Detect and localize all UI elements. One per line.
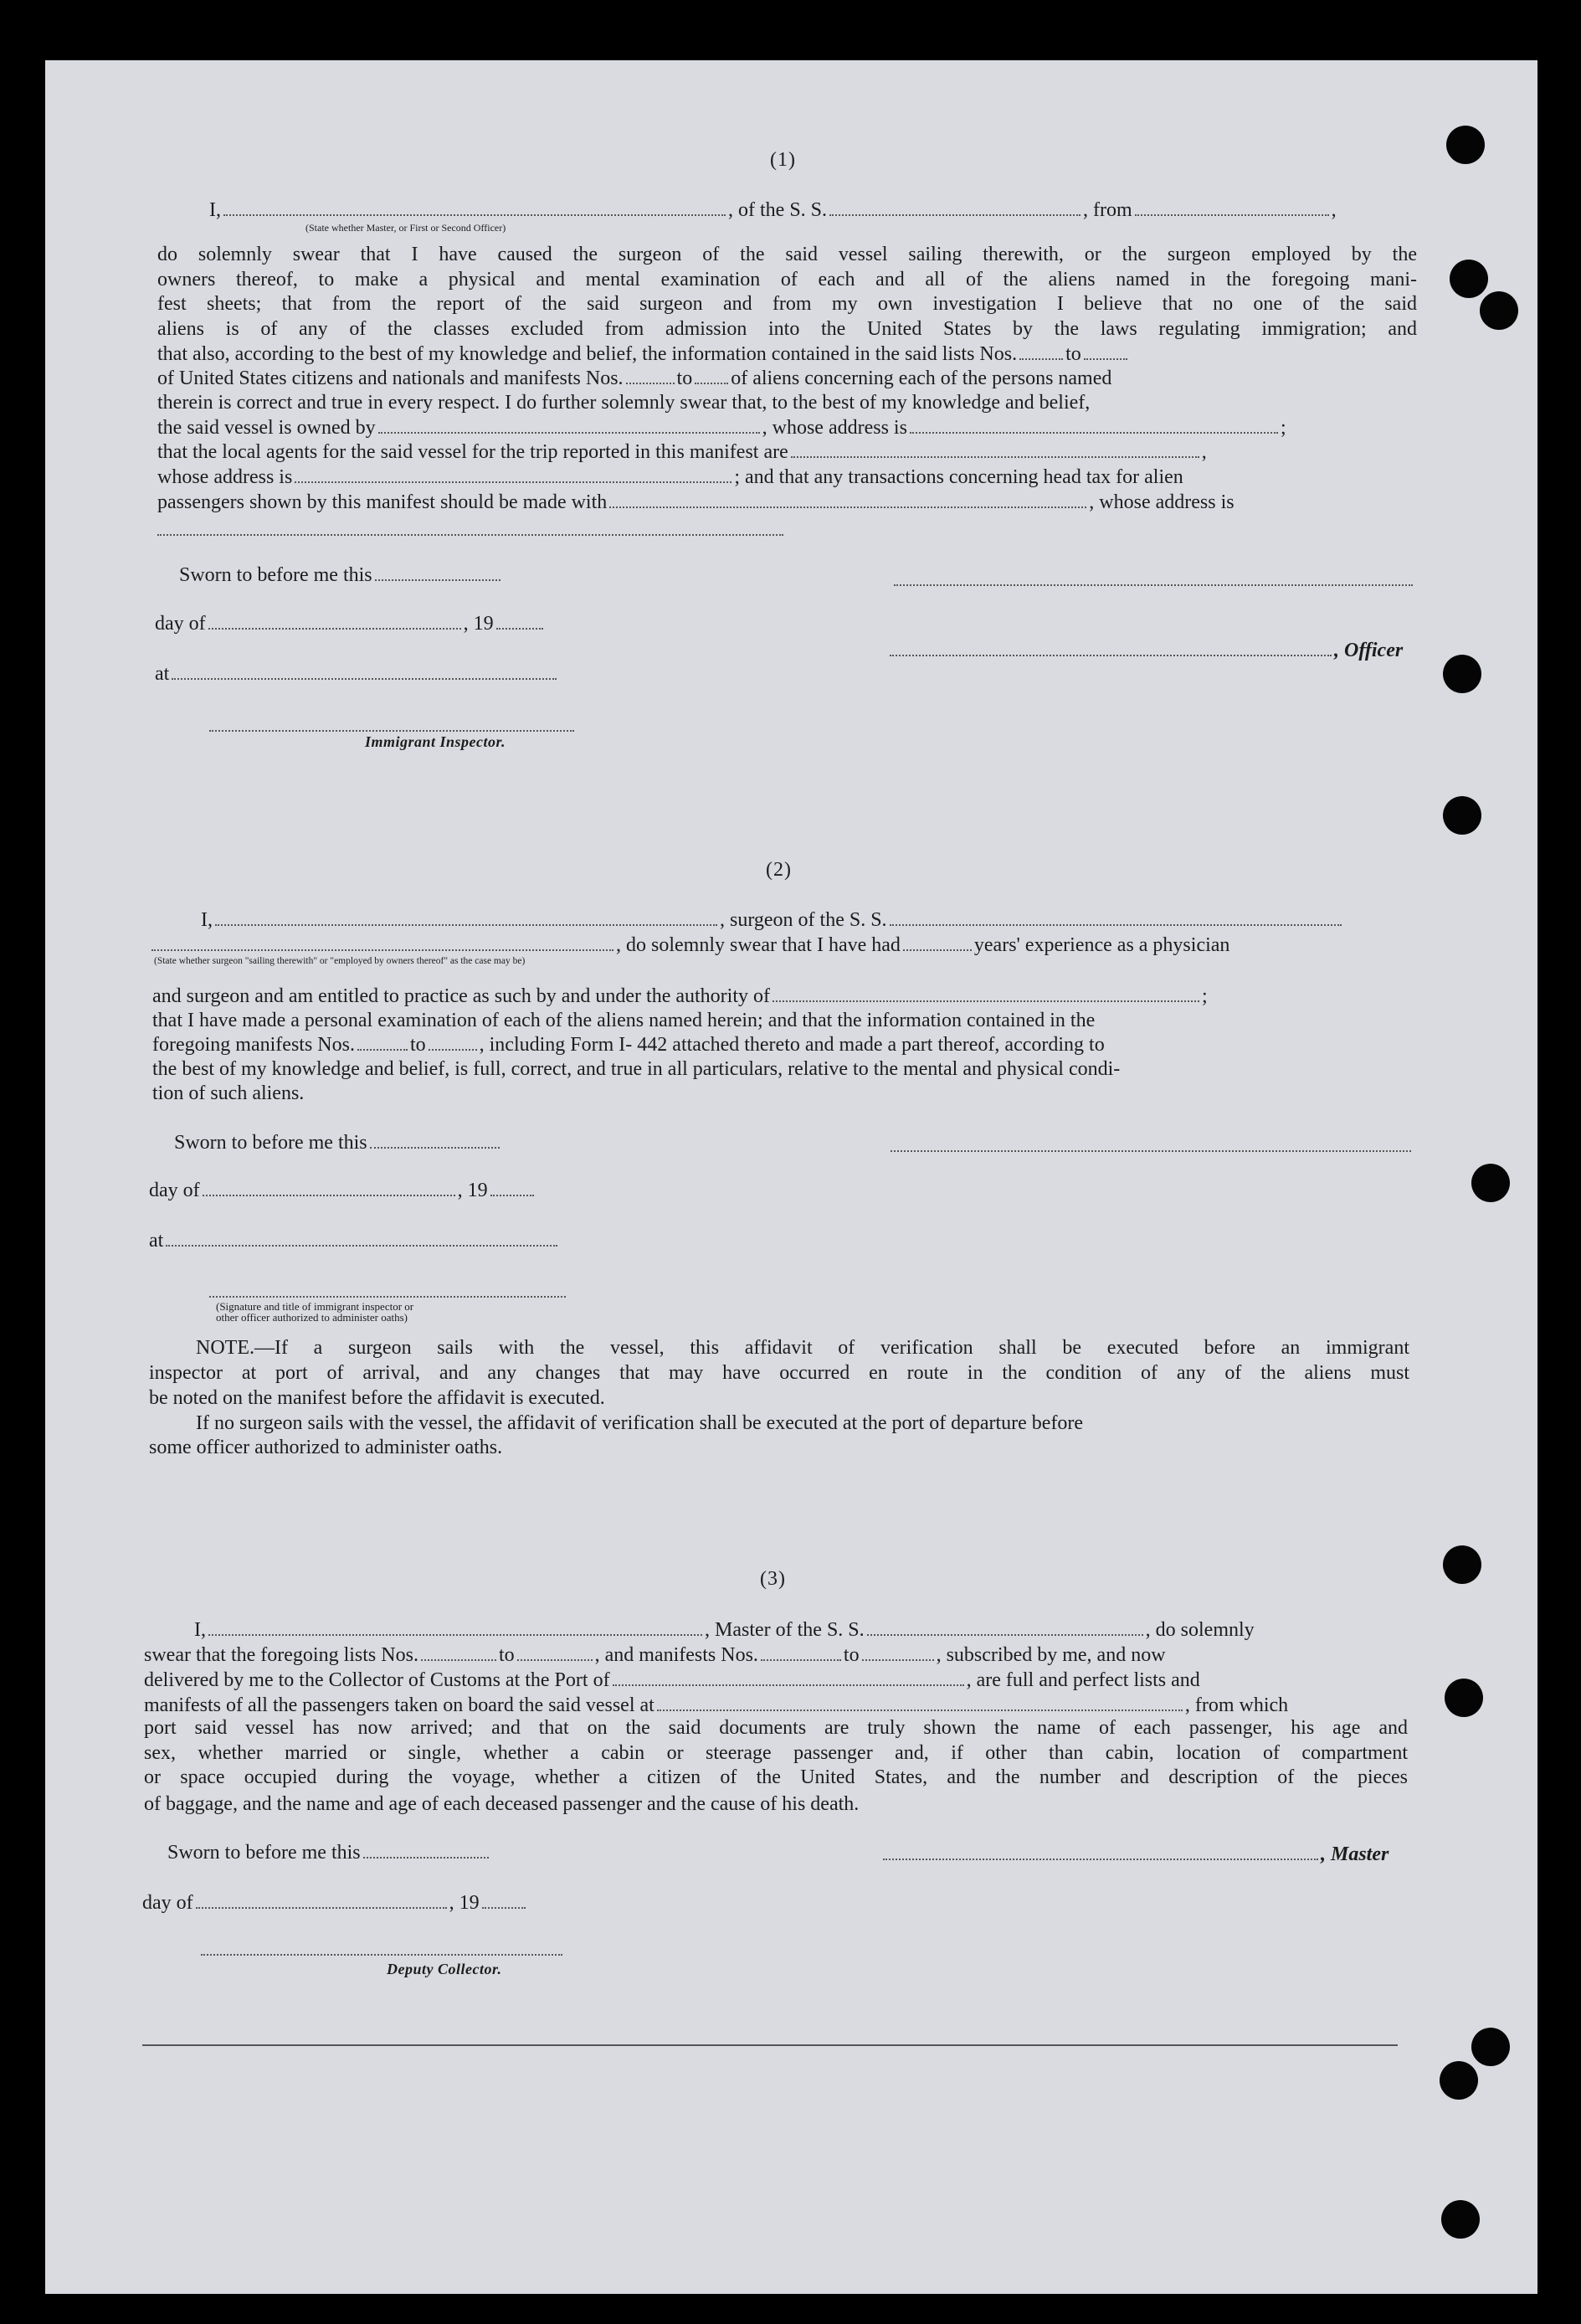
signature-note: (Signature and title of immigrant inspector or other officer authorized to administer oaths) [216, 1300, 414, 1324]
manifests-from-blank[interactable] [626, 383, 675, 384]
inspector-signature-line[interactable] [209, 1296, 566, 1298]
officer-signature-line[interactable] [894, 584, 1413, 586]
master-vessel-blank[interactable] [867, 1634, 1143, 1636]
port-blank[interactable] [613, 1684, 964, 1686]
punch-hole [1441, 2200, 1480, 2239]
surgeon-manifests-from-blank[interactable] [357, 1049, 408, 1051]
body-line: owners thereof, to make a physical and mental examination of each and all of the aliens named in the foregoing mani- [157, 268, 1417, 290]
month-blank[interactable] [196, 1907, 447, 1909]
surgeon-name-blank[interactable] [215, 924, 717, 926]
master-label: , Master [1321, 1843, 1389, 1865]
section2-line3: and surgeon and am entitled to practice as such by and under the authority of ; [152, 985, 1208, 1007]
surgeon-vessel-blank[interactable] [890, 924, 1342, 926]
section3-heading: (3) [760, 1568, 786, 1590]
section1-line6: of United States citizens and nationals and manifests Nos. to of aliens concerning each of the persons named [157, 368, 1112, 389]
from-label: , from [1083, 199, 1132, 221]
address-blank-line[interactable] [157, 534, 783, 536]
section2-line5: foregoing manifests Nos. to , including Form I- 442 attached thereto and made a part thereof, according to [152, 1034, 1105, 1056]
punch-hole [1443, 796, 1481, 835]
sworn-label: Sworn to before me this [174, 1130, 502, 1155]
immigrant-inspector-label: Immigrant Inspector. [365, 733, 506, 750]
sworn-day-blank[interactable] [363, 1857, 489, 1859]
manifests-to-blank[interactable] [695, 383, 728, 384]
officer-blank[interactable] [890, 655, 1332, 656]
owner-blank[interactable] [378, 432, 760, 434]
body-line: fest sheets; that from the report of the said surgeon and from my own investigation I believe that no one of the said [157, 293, 1417, 315]
authority-blank[interactable] [773, 1000, 1199, 1002]
body-line: sex, whether married or single, whether a cabin or steerage passenger and, if other than cabin, location of compartment [144, 1741, 1408, 1764]
section1-line5: that also, according to the best of my knowledge and belief, the information contained in the said lists Nos. to [157, 342, 1130, 367]
body-line: aliens is of any of the classes excluded from admission into the United States by the laws regulating immigration; and [157, 317, 1417, 340]
surgeon-status-blank[interactable] [151, 949, 613, 951]
sworn-label: Sworn to before me this [167, 1840, 491, 1865]
year-blank[interactable] [496, 628, 543, 630]
punch-hole [1471, 2028, 1510, 2066]
body-line: port said vessel has now arrived; and that on the said documents are truly shown the name of each passenger, his age and [144, 1717, 1408, 1739]
years-blank[interactable] [903, 949, 972, 951]
section2-line1: I, , surgeon of the S. S. [201, 907, 1344, 933]
at-label: at [155, 661, 559, 686]
section3-line1: I, , Master of the S. S. , do solemnly [194, 1619, 1255, 1641]
bottom-rule [142, 2044, 1398, 2046]
agents-blank[interactable] [791, 456, 1199, 458]
note-last-line: be noted on the manifest before the affidavit is executed. [149, 1387, 605, 1409]
day-of-label: day of , 19 [155, 611, 546, 636]
note-line: inspector at port of arrival, and any changes that may have occurred en route in the condition of any of the aliens must [149, 1361, 1409, 1384]
day-of-label: day of , 19 [142, 1890, 528, 1915]
of-ss-label: , of the S. S. [728, 199, 828, 221]
inspector-signature-line[interactable] [209, 730, 574, 732]
agents-address-blank[interactable] [295, 481, 731, 483]
year-blank[interactable] [490, 1195, 534, 1196]
section1-heading: (1) [770, 149, 796, 171]
punch-hole [1480, 291, 1518, 330]
month-blank[interactable] [203, 1195, 455, 1196]
master-signature-blank[interactable] [883, 1859, 1318, 1860]
section1-line11: passengers shown by this manifest should be made with , whose address is [157, 491, 1235, 513]
sworn-day-blank[interactable] [375, 579, 500, 581]
master-note: (State whether Master, or First or Second Officer) [305, 222, 506, 234]
section2-line2: , do solemnly swear that I have had years' experience as a physician [149, 933, 1229, 958]
section3-line4: manifests of all the passengers taken on board the said vessel at , from which [144, 1694, 1289, 1716]
lists-to-blank[interactable] [1084, 358, 1127, 360]
section2-heading: (2) [766, 859, 792, 881]
note-line: NOTE.—If a surgeon sails with the vessel, this affidavit of verification shall be executed before an immigrant [196, 1337, 1409, 1359]
master-manifests-from-blank[interactable] [761, 1659, 841, 1661]
sworn-day-blank[interactable] [370, 1147, 500, 1149]
name-blank[interactable] [223, 214, 726, 216]
section1-line9: that the local agents for the said vessel for the trip reported in this manifest are , [157, 441, 1207, 463]
section2-line4: that I have made a personal examination of each of the aliens named herein; and that the information contained in the [152, 1010, 1096, 1031]
punch-hole [1443, 655, 1481, 693]
punch-hole [1446, 126, 1485, 164]
master-lists-from-blank[interactable] [421, 1659, 496, 1661]
section2-line7: tion of such aliens. [152, 1082, 305, 1104]
section1-line8: the said vessel is owned by , whose address is ; [157, 417, 1286, 439]
owner-address-blank[interactable] [910, 432, 1278, 434]
note-text [149, 1336, 1409, 1386]
section1-header-line: I, , of the S. S. , from , [209, 199, 1337, 221]
master-name-blank[interactable] [208, 1634, 702, 1636]
section3-line3: delivered by me to the Collector of Customs at the Port of , are full and perfect lists and [144, 1669, 1200, 1691]
pronoun-i: I, [209, 199, 221, 221]
day-of-label: day of , 19 [149, 1178, 536, 1203]
surgeon-manifests-to-blank[interactable] [429, 1049, 477, 1051]
surgeon-signature-line[interactable] [891, 1150, 1411, 1152]
master-signature-line [880, 1842, 1389, 1867]
section1-line7: therein is correct and true in every respect. I do further solemnly swear that, to the best of my knowledge and belief, [157, 392, 1091, 414]
officer-title-line [887, 638, 1403, 663]
punch-hole [1471, 1164, 1510, 1202]
note2-last-line: some officer authorized to administer oaths. [149, 1437, 503, 1458]
punch-hole [1443, 1545, 1481, 1584]
at-blank[interactable] [172, 678, 557, 680]
punch-hole [1450, 260, 1488, 298]
lists-from-blank[interactable] [1019, 358, 1063, 360]
embark-port-blank[interactable] [657, 1710, 1183, 1711]
head-tax-blank[interactable] [609, 506, 1086, 508]
section3-body [144, 1716, 1408, 1791]
year-blank[interactable] [482, 1907, 526, 1909]
master-manifests-to-blank[interactable] [862, 1659, 934, 1661]
section1-body [157, 243, 1417, 342]
sworn-label: Sworn to before me this [179, 563, 503, 588]
body-line: or space occupied during the voyage, whether a citizen of the United States, and the number and description of the pieces [144, 1766, 1408, 1788]
section3-line2: swear that the foregoing lists Nos. to , and manifests Nos. to , subscribed by me, and now [144, 1644, 1166, 1666]
from-blank[interactable] [1135, 214, 1329, 216]
punch-hole [1445, 1679, 1483, 1717]
section1-line10: whose address is ; and that any transactions concerning head tax for alien [157, 466, 1183, 488]
month-blank[interactable] [208, 628, 461, 630]
vessel-blank[interactable] [829, 214, 1081, 216]
surgeon-status-note: (State whether surgeon "sailing therewith" or "employed by owners thereof" as the case may be) [154, 956, 526, 966]
officer-label: , Officer [1334, 640, 1404, 661]
body-line: do solemnly swear that I have caused the surgeon of the said vessel sailing therewith, or the surgeon employed by the [157, 244, 1417, 265]
at-label: at [149, 1228, 560, 1253]
deputy-collector-label: Deputy Collector. [387, 1961, 502, 1977]
master-lists-to-blank[interactable] [517, 1659, 593, 1661]
punch-hole [1440, 2061, 1478, 2100]
at-blank[interactable] [166, 1245, 557, 1247]
note2-line: If no surgeon sails with the vessel, the affidavit of verification shall be executed at the port of departure before [196, 1412, 1084, 1434]
deputy-signature-line[interactable] [201, 1954, 562, 1956]
section2-line6: the best of my knowledge and belief, is full, correct, and true in all particulars, relative to the mental and physical condi- [152, 1058, 1121, 1080]
section3-last-line: of baggage, and the name and age of each deceased passenger and the cause of his death. [144, 1793, 860, 1815]
